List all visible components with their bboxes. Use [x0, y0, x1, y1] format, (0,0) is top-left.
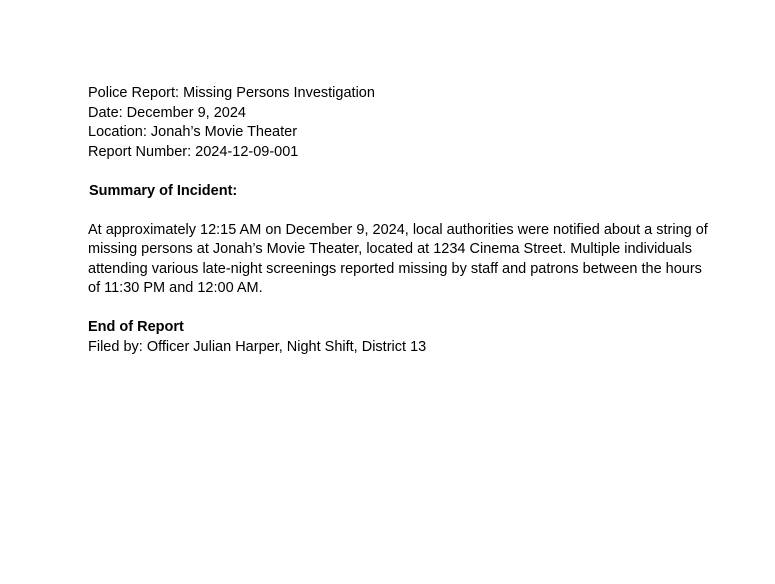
end-of-report-heading: End of Report	[88, 319, 184, 335]
report-location: Location: Jonah’s Movie Theater	[88, 124, 298, 140]
summary-heading: Summary of Incident:	[89, 182, 238, 199]
report-number: Report Number: 2024-12-09-001	[88, 143, 299, 160]
report-title: Police Report: Missing Persons Investigation	[88, 85, 375, 101]
spacer	[88, 162, 728, 182]
filed-by-line: Filed by: Officer Julian Harper, Night Shift, District 13	[88, 338, 427, 355]
spacer	[88, 299, 728, 319]
report-date: Date: December 9, 2024	[88, 104, 246, 121]
summary-paragraph: At approximately 12:15 AM on December 9, 2024, local authorities were notified about a string of missing persons at Jonah’s Movie Theater, located at 1234 Cinema Street. Multiple individuals attending various late-night screenings reported missing by staff and patrons between the hours of 11:30 PM and 12:00 AM.	[88, 221, 708, 296]
police-report-document	[88, 84, 728, 357]
spacer	[88, 201, 728, 221]
